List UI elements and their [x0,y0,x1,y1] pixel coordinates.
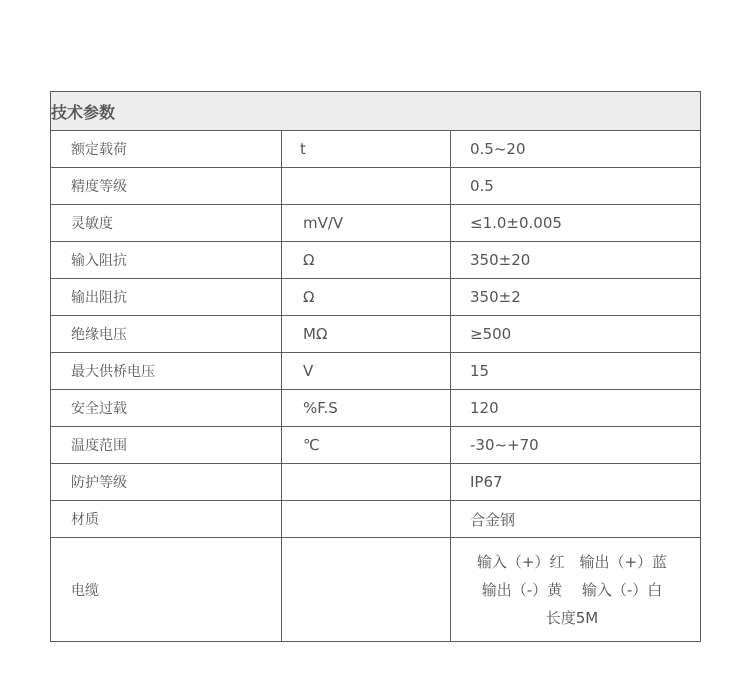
param-name: 精度等级 [51,168,282,205]
param-value: 合金钢 [451,501,701,538]
cable-line: 长度5M [545,608,599,627]
param-name: 最大供桥电压 [51,353,282,390]
param-unit: mV/V [282,205,451,242]
param-name: 额定载荷 [51,131,282,168]
table-row [51,242,701,279]
param-name: 材质 [51,501,282,538]
param-value: 120 [451,390,701,427]
table-row [51,205,701,242]
table-row [51,131,701,168]
param-name: 输出阻抗 [51,279,282,316]
param-name: 输入阻抗 [51,242,282,279]
param-name: 灵敏度 [51,205,282,242]
param-name: 绝缘电压 [51,316,282,353]
param-value: 0.5 [451,168,701,205]
spec-table [50,91,701,642]
param-unit [282,464,451,501]
param-name: 温度范围 [51,427,282,464]
cable-wiring [470,548,674,632]
param-value: ≥500 [451,316,701,353]
param-value: -30~+70 [451,427,701,464]
param-value: 350±2 [451,279,701,316]
param-value: 0.5~20 [451,131,701,168]
param-unit: V [282,353,451,390]
param-name: 安全过载 [51,390,282,427]
param-unit [282,538,451,642]
param-unit [282,168,451,205]
table-row [51,316,701,353]
table-row [51,279,701,316]
param-value: ≤1.0±0.005 [451,205,701,242]
cable-line: 输入（+）红 输出（+）蓝 [476,552,668,571]
param-unit [282,501,451,538]
param-unit: MΩ [282,316,451,353]
param-value: IP67 [451,464,701,501]
table-row [51,168,701,205]
param-unit: Ω [282,242,451,279]
table-row [51,501,701,538]
table-title: 技术参数 [51,92,701,131]
param-value: 350±20 [451,242,701,279]
param-unit: ℃ [282,427,451,464]
param-value [451,538,701,642]
table-header-row [51,92,701,131]
param-name: 防护等级 [51,464,282,501]
table-row-cable [51,538,701,642]
param-unit: %F.S [282,390,451,427]
table-row [51,427,701,464]
param-unit: Ω [282,279,451,316]
param-name: 电缆 [51,538,282,642]
table-row [51,390,701,427]
param-unit: t [282,131,451,168]
table-row [51,353,701,390]
param-value: 15 [451,353,701,390]
table-row [51,464,701,501]
cable-line: 输出（-）黄 输入（-）白 [481,580,663,599]
